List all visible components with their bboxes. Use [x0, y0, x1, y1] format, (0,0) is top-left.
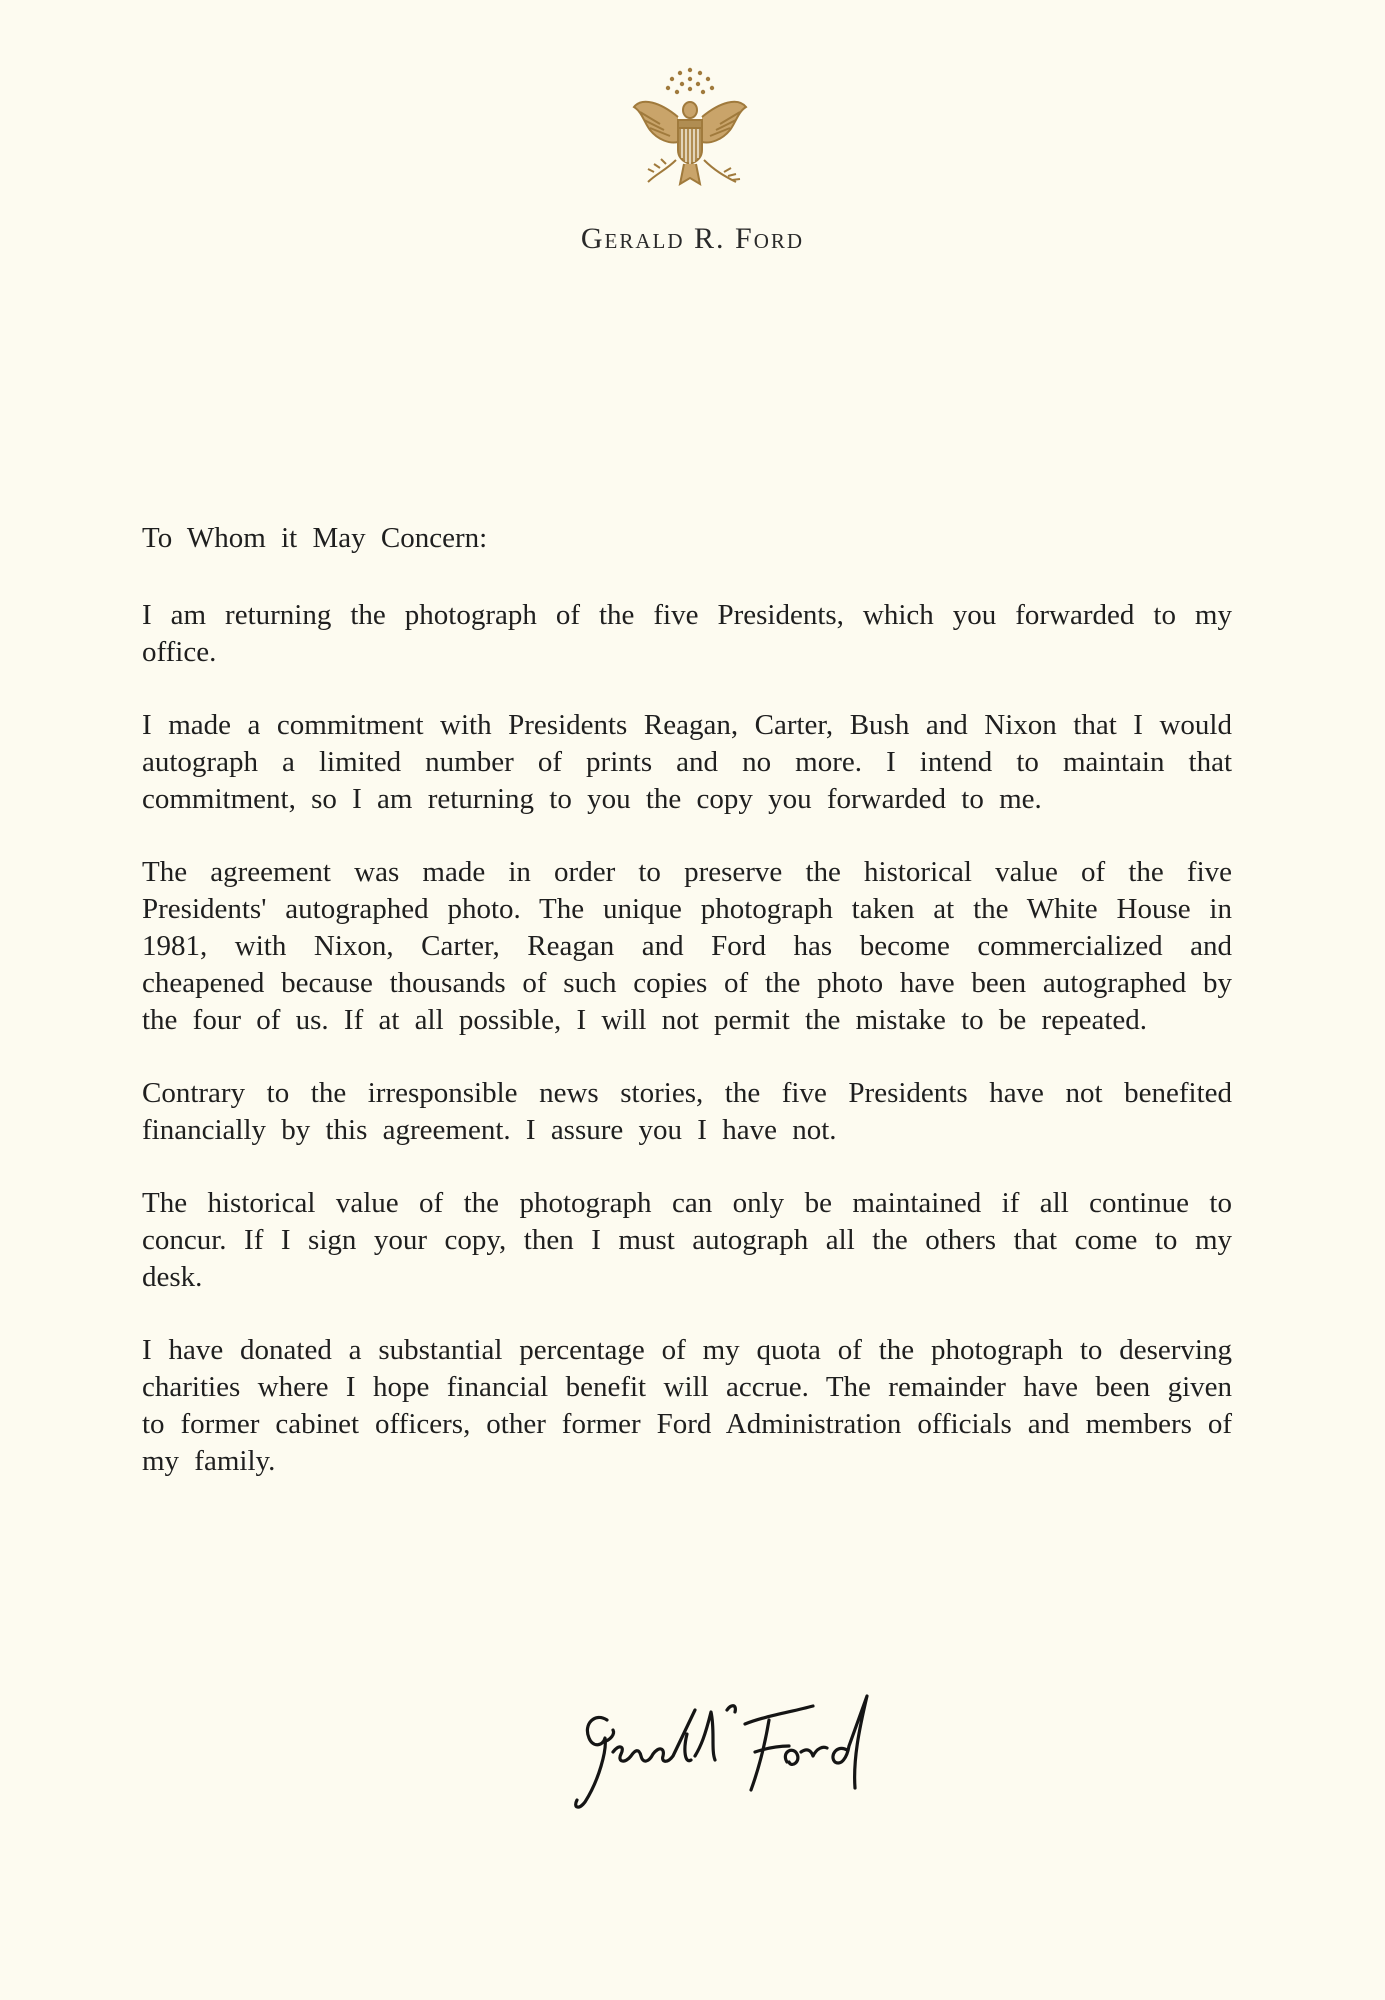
salutation: To Whom it May Concern:: [142, 522, 488, 554]
paragraph-returning-photo: I am returning the photograph of the five Presidents, which you forwarded to my office.: [142, 599, 1232, 668]
paragraph-donation: I have donated a substantial percentage of my quota of the photograph to deserving charities where I hope financial benefit will accrue. The remainder have been given to former cabinet officers, other former Ford Administration officials and members of my family.: [142, 1334, 1232, 1477]
signature: [555, 1690, 945, 1820]
paragraph-agreement: The agreement was made in order to preserve the historical value of the five Presidents' autographed photo. The unique photograph taken at the White House in 1981, with Nixon, Carter, Reagan and Ford has become commercialized and cheapened because thousands of such copies of the photo have been autographed by the four of us. If at all possible, I will not permit the mistake to be repeated.: [142, 856, 1232, 1036]
paragraph-commitment: I made a commitment with Presidents Reagan, Carter, Bush and Nixon that I would autograph a limited number of prints and no more. I intend to maintain that commitment, so I am returning to you the copy you forwarded to me.: [142, 709, 1232, 815]
paragraph-news-stories: Contrary to the irresponsible news stories, the five Presidents have not benefited financially by this agreement. I assure you I have not.: [142, 1077, 1232, 1146]
presidential-seal-icon: [620, 62, 760, 212]
letter-body: [142, 520, 1232, 1516]
paragraph-historical-value: The historical value of the photograph can only be maintained if all continue to concur. If I sign your copy, then I must autograph all the others that come to my desk.: [142, 1187, 1232, 1293]
letterhead-name: Gerald R. Ford: [580, 222, 805, 255]
